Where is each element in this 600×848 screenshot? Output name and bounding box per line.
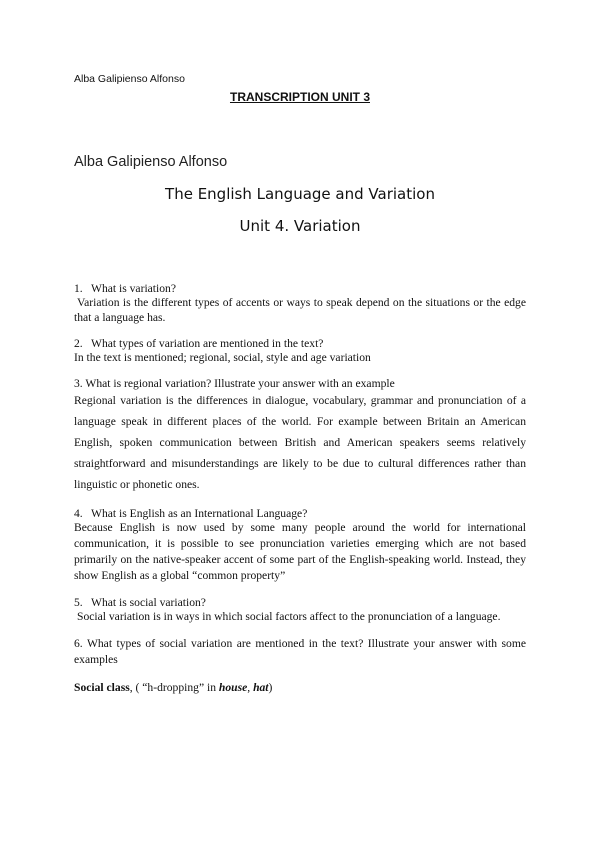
- answer-6-end: ): [268, 681, 273, 694]
- answer-4: Because English is now used by some many people around the world for international communication, it is possible to see pronunciation varieties emerging which are not based primarily on the native-speaker accent of some part of the English-speaking world. Instead, they show English as a global “common property”: [74, 521, 526, 582]
- answer-5: Social variation is in ways in which social factors affect to the pronunciation of a language.: [77, 610, 501, 623]
- answer-2: In the text is mentioned; regional, social, style and age variation: [74, 351, 371, 364]
- question-text: What is English as an International Language?: [91, 507, 308, 520]
- document-title: TRANSCRIPTION UNIT 3: [229, 90, 370, 104]
- question-text: What is social variation?: [91, 596, 206, 609]
- question-number: 4.: [74, 507, 83, 520]
- question-number: 1.: [74, 282, 83, 295]
- question-text: What types of variation are mentioned in the text?: [91, 337, 324, 350]
- social-class-label: Social class: [74, 681, 130, 694]
- question-5: [74, 596, 526, 609]
- question-number: 2.: [74, 337, 83, 350]
- answer-6-text: , ( “h-dropping” in: [129, 681, 219, 694]
- answer-6-separator: ,: [247, 681, 254, 694]
- answer-1: Variation is the different types of accents or ways to speak depend on the situations or the edge that a language has.: [74, 296, 526, 324]
- example-hat: hat: [253, 681, 269, 694]
- example-house: house: [218, 681, 248, 694]
- question-6: 6. What types of social variation are mentioned in the text? Illustrate your answer with some examples: [74, 637, 526, 666]
- question-1: [74, 282, 526, 295]
- heading-course: The English Language and Variation: [165, 185, 435, 203]
- author-name-large: Alba Galipienso Alfonso: [74, 154, 228, 170]
- question-number: 5.: [74, 596, 83, 609]
- answer-3: Regional variation is the differences in dialogue, vocabulary, grammar and pronunciation of a language speak in different places of the world. For example between Britain an American English, spoken communication between British and American speakers seems relatively straightforward and misunderstandings are likely to be due to cultural differences rather than linguistic or phonetic ones.: [74, 394, 526, 491]
- author-name-small: Alba Galipienso Alfonso: [74, 73, 185, 85]
- question-text: What is variation?: [91, 282, 176, 295]
- question-2: [74, 337, 526, 350]
- heading-unit: Unit 4. Variation: [239, 217, 361, 235]
- question-3: 3. What is regional variation? Illustrate your answer with an example: [74, 377, 395, 390]
- qa-content: [74, 282, 526, 695]
- question-4: [74, 507, 526, 520]
- answer-6: [74, 680, 526, 695]
